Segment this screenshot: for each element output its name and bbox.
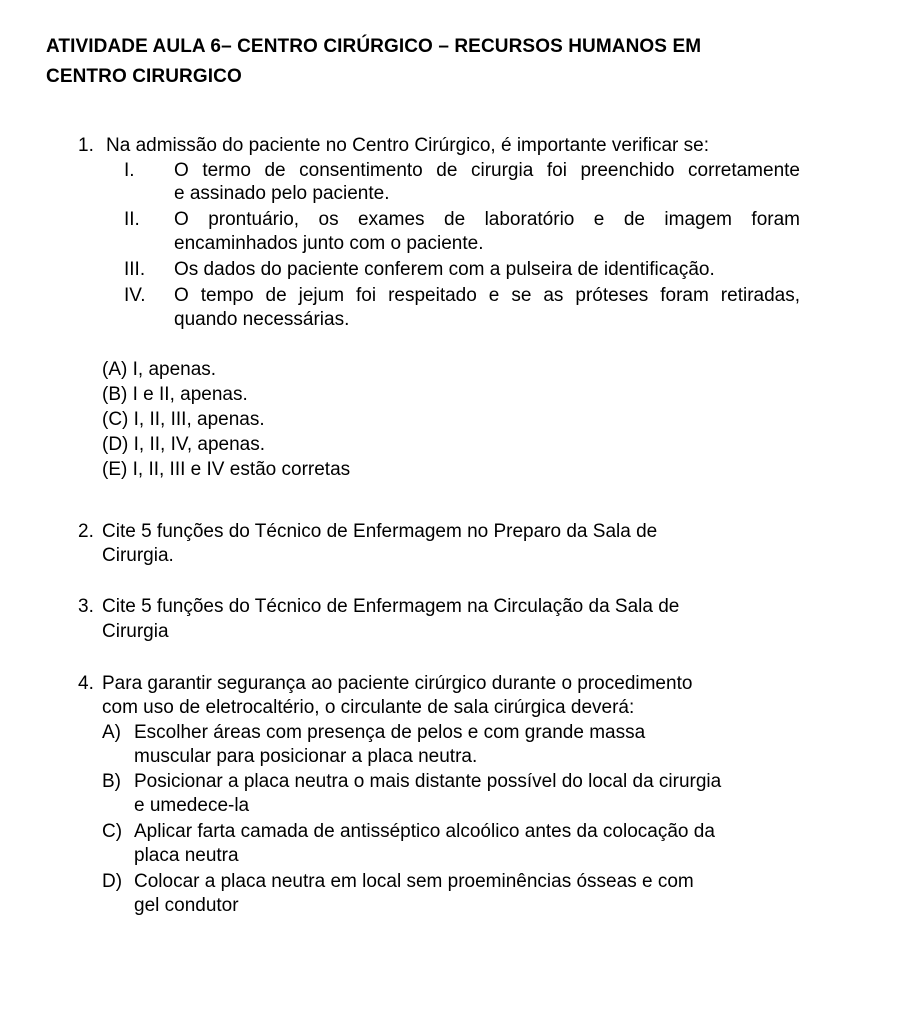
option-text: Colocar a placa neutra em local sem proeminências ósseas e com bbox=[134, 871, 694, 892]
question-number: 2. bbox=[78, 521, 94, 542]
question-text-continued: Cirurgia bbox=[102, 621, 169, 642]
item-text-continued: quando necessárias. bbox=[174, 309, 350, 330]
option-text: Posicionar a placa neutra o mais distante possível do local da cirurgia bbox=[134, 771, 722, 792]
question-text: Para garantir segurança ao paciente cirúrgico durante o procedimento bbox=[102, 673, 693, 694]
item-numeral: II. bbox=[124, 209, 140, 230]
item-text: Os dados do paciente conferem com a pulseira de identificação. bbox=[174, 259, 715, 280]
option-letter-c: C) bbox=[102, 821, 123, 842]
question-number: 4. bbox=[78, 673, 94, 694]
question-text: Cite 5 funções do Técnico de Enfermagem no Preparo da Sala de bbox=[102, 521, 658, 542]
document-title bbox=[46, 32, 866, 92]
option-text-continued: e umedece-la bbox=[134, 795, 250, 816]
option-text-continued: placa neutra bbox=[134, 845, 239, 866]
question-text: Cite 5 funções do Técnico de Enfermagem na Circulação da Sala de bbox=[102, 596, 680, 617]
title-line-2: CENTRO CIRURGICO bbox=[46, 66, 242, 87]
item-text-continued: encaminhados junto com o paciente. bbox=[174, 233, 484, 254]
answer-option-c: (C) I, II, III, apenas. bbox=[102, 409, 265, 430]
item-numeral: IV. bbox=[124, 285, 146, 306]
question-text-continued: com uso de eletrocaltério, o circulante de sala cirúrgica deverá: bbox=[102, 697, 635, 718]
option-text: Escolher áreas com presença de pelos e com grande massa bbox=[134, 722, 646, 743]
option-letter-a: A) bbox=[102, 722, 121, 743]
item-text: O termo de consentimento de cirurgia foi preenchido corretamente bbox=[174, 160, 800, 181]
question-text-continued: Cirurgia. bbox=[102, 545, 174, 566]
option-letter-d: D) bbox=[102, 871, 123, 892]
item-numeral: III. bbox=[124, 259, 146, 280]
answer-option-b: (B) I e II, apenas. bbox=[102, 384, 248, 405]
option-text: Aplicar farta camada de antisséptico alcoólico antes da colocação da bbox=[134, 821, 715, 842]
answer-option-e: (E) I, II, III e IV estão corretas bbox=[102, 459, 351, 480]
option-text-continued: muscular para posicionar a placa neutra. bbox=[134, 746, 478, 767]
item-text: O tempo de jejum foi respeitado e se as próteses foram retiradas, bbox=[174, 285, 800, 306]
title-line-1: ATIVIDADE AULA 6– CENTRO CIRÚRGICO – RECURSOS HUMANOS EM bbox=[46, 36, 702, 57]
item-numeral: I. bbox=[124, 160, 135, 181]
item-text: O prontuário, os exames de laboratório e de imagem foram bbox=[174, 209, 800, 230]
question-number: 3. bbox=[78, 596, 94, 617]
option-text-continued: gel condutor bbox=[134, 895, 239, 916]
answer-option-a: (A) I, apenas. bbox=[102, 359, 217, 380]
answer-option-d: (D) I, II, IV, apenas. bbox=[102, 434, 265, 455]
question-stem: Na admissão do paciente no Centro Cirúrgico, é importante verificar se: bbox=[106, 135, 710, 156]
item-text-continued: e assinado pelo paciente. bbox=[174, 183, 390, 204]
option-letter-b: B) bbox=[102, 771, 121, 792]
question-number: 1. bbox=[78, 135, 94, 156]
